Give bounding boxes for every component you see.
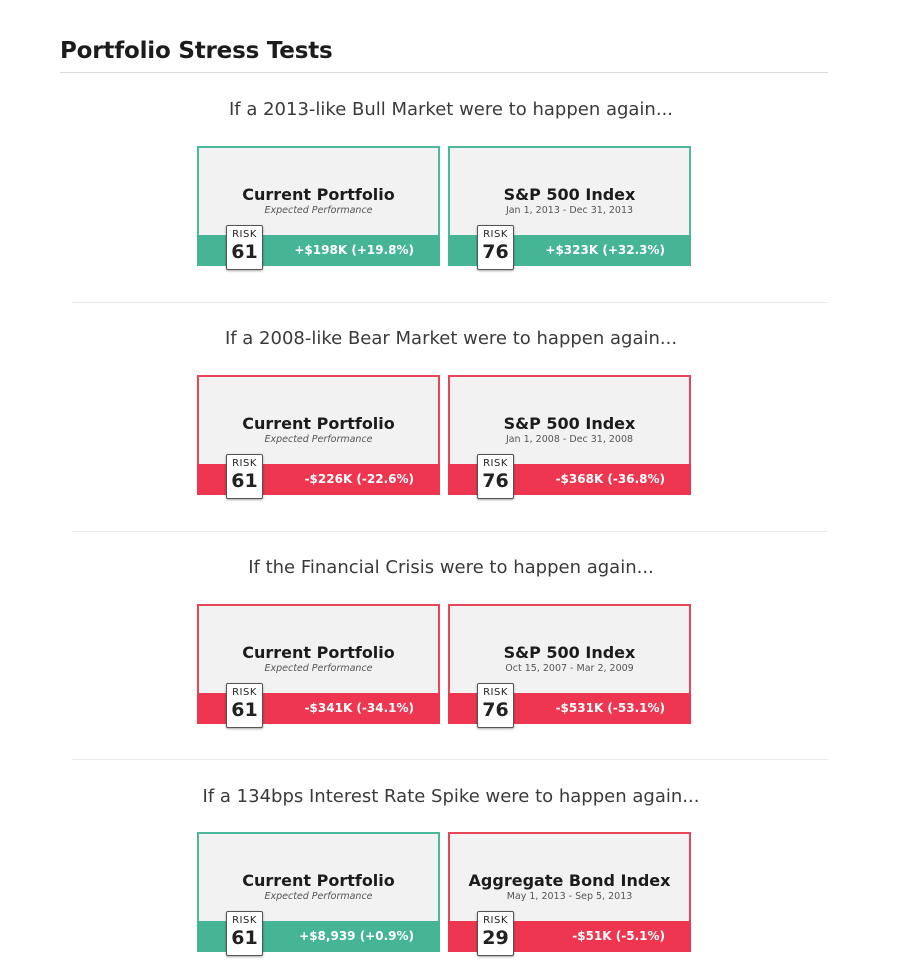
current-portfolio-card[interactable] [197, 146, 440, 266]
card-subtitle: May 1, 2013 - Sep 5, 2013 [506, 891, 633, 902]
risk-label: RISK [483, 915, 508, 926]
title-divider [60, 72, 828, 73]
risk-badge [477, 225, 514, 270]
card-subtitle: Jan 1, 2013 - Dec 31, 2013 [505, 205, 634, 216]
risk-label: RISK [232, 458, 257, 469]
card-title: S&P 500 Index [503, 414, 636, 433]
benchmark-card[interactable] [448, 146, 691, 266]
risk-score: 61 [231, 241, 258, 263]
section-divider [72, 531, 828, 532]
risk-badge [226, 911, 263, 956]
card-subtitle: Oct 15, 2007 - Mar 2, 2009 [505, 663, 634, 674]
card-title: Current Portfolio [242, 414, 395, 433]
card-title: S&P 500 Index [503, 643, 636, 662]
benchmark-card[interactable] [448, 375, 691, 495]
risk-label: RISK [483, 687, 508, 698]
risk-score: 76 [482, 241, 509, 263]
card-subtitle: Expected Performance [264, 434, 373, 445]
risk-badge [477, 454, 514, 499]
card-title: Current Portfolio [242, 643, 395, 662]
current-portfolio-card[interactable] [197, 832, 440, 952]
current-portfolio-card[interactable] [197, 604, 440, 724]
risk-badge [226, 225, 263, 270]
result-value: -$51K (-5.1%) [572, 929, 665, 943]
risk-badge [477, 683, 514, 728]
scenario-heading: If a 134bps Interest Rate Spike were to happen again... [202, 786, 700, 807]
benchmark-card[interactable] [448, 604, 691, 724]
section-divider [72, 302, 828, 303]
current-portfolio-card[interactable] [197, 375, 440, 495]
card-title: Aggregate Bond Index [468, 871, 671, 890]
scenario-heading: If a 2013-like Bull Market were to happen again... [228, 99, 674, 120]
result-value: -$368K (-36.8%) [555, 472, 665, 486]
card-subtitle: Expected Performance [264, 663, 373, 674]
card-title: Current Portfolio [242, 871, 395, 890]
scenario-heading: If a 2008-like Bear Market were to happen again... [224, 328, 678, 349]
risk-score: 76 [482, 470, 509, 492]
result-value: -$226K (-22.6%) [304, 472, 414, 486]
risk-score: 29 [482, 927, 509, 949]
card-subtitle: Jan 1, 2008 - Dec 31, 2008 [505, 434, 634, 445]
risk-badge [226, 683, 263, 728]
card-subtitle: Expected Performance [264, 205, 373, 216]
scenario-heading: If the Financial Crisis were to happen again... [248, 557, 654, 578]
card-title: S&P 500 Index [503, 185, 636, 204]
risk-score: 76 [482, 699, 509, 721]
result-value: +$198K (+19.8%) [294, 243, 414, 257]
section-divider [72, 759, 828, 760]
risk-label: RISK [232, 915, 257, 926]
result-value: -$341K (-34.1%) [304, 701, 414, 715]
risk-label: RISK [483, 229, 508, 240]
page-title: Portfolio Stress Tests [60, 38, 333, 64]
risk-label: RISK [232, 229, 257, 240]
result-value: +$8,939 (+0.9%) [299, 929, 414, 943]
risk-label: RISK [232, 687, 257, 698]
risk-score: 61 [231, 927, 258, 949]
result-value: -$531K (-53.1%) [555, 701, 665, 715]
card-subtitle: Expected Performance [264, 891, 373, 902]
risk-score: 61 [231, 470, 258, 492]
risk-score: 61 [231, 699, 258, 721]
risk-badge [477, 911, 514, 956]
risk-label: RISK [483, 458, 508, 469]
benchmark-card[interactable] [448, 832, 691, 952]
result-value: +$323K (+32.3%) [545, 243, 665, 257]
risk-badge [226, 454, 263, 499]
card-title: Current Portfolio [242, 185, 395, 204]
